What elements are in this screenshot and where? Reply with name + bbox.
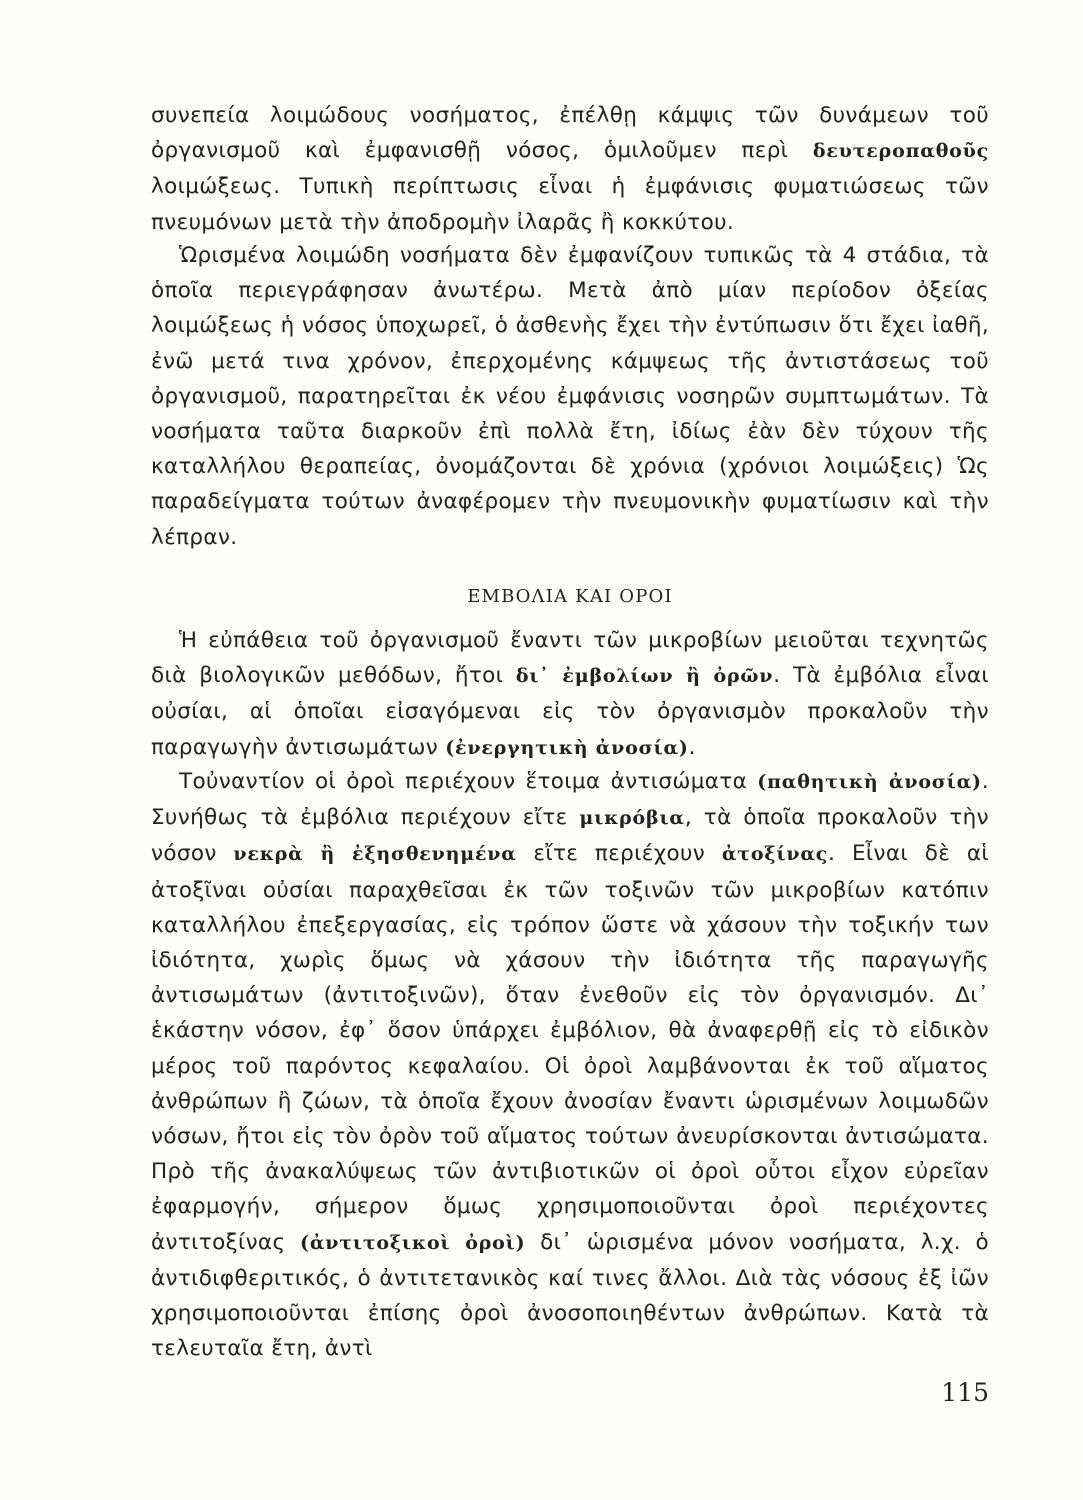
paragraph-2: [151, 238, 989, 555]
paragraph-4-text-1: Τοὐναντίον οἱ ὀροὶ περιέχουν ἕτοιμα ἀντισώματα: [179, 769, 748, 794]
section-heading: ΕΜΒΟΛΙΑ ΚΑΙ ΟΡΟΙ: [467, 586, 673, 607]
paragraph-1-end-text: λοιμώξεως. Τυπικὴ περίπτωσις εἶναι ἡ ἐμφάνισις φυματιώσεως τῶν πνευμόνων μετὰ τὴν ἀποδρομὴν ἰλαρᾶς ἢ κοκκύτου.: [151, 174, 989, 235]
paragraph-3: [151, 623, 989, 766]
paragraph-4-bold-1: (παθητικὴ ἀνοσία): [757, 771, 982, 793]
paragraph-3-bold-1: δι᾽ ἐμβολίων ἢ ὀρῶν: [515, 665, 774, 688]
paragraph-4-text-6: δι᾽ ὡρισμένα μόνον νοσήματα, λ.χ. ὁ ἀντιδιφθεριτικός, ὁ ἀντιτετανικὸς καί τινες ἄλλοι. Διὰ τὰς νόσους ἐξ ἰῶν χρησιμοποιοῦνται ἐπίσης ὀροὶ ἀνοσοποιηθέντων ἀνθρώπων. Κατὰ τὰ τελευταῖα ἔτη, ἀντὶ: [151, 1229, 990, 1362]
paragraph-3-text-2: . Τὰ ἐμβόλια εἶναι οὐσίαι, αἱ ὁποῖαι εἰσαγόμεναι εἰς τὸν ὀργανισμὸν προκαλοῦν τὴν παραγωγὴν ἀντισωμάτων: [151, 663, 989, 760]
paragraph-4-text-5: . Εἶναι δὲ αἱ ἀτοξῖναι οὐσίαι παραχθεῖσαι ἐκ τῶν τοξινῶν τῶν μικροβίων κατόπιν καταλλήλου ἐπεξεργασίας, εἰς τρόπον ὥστε νὰ χάσουν τὴν τοξικήν των ἰδιότητα, χωρὶς ὅμως νὰ χάσουν τὴν ἰδιότητα τῆς παραγωγῆς ἀντισωμάτων (ἀντιτοξινῶν), ὅταν ἐνεθοῦν εἰς τὸν ὀργανισμόν. Δι᾽ ἑκάστην νόσον, ἐφ᾽ ὅσον ὑπάρχει ἐμβόλιον, θὰ ἀναφερθῇ εἰς τὸ εἰδικὸν μέρος τοῦ παρόντος κεφαλαίου. Οἱ ὀροὶ λαμβάνονται ἐκ τοῦ αἵματος ἀνθρώπων ἢ ζώων, τὰ ὁποῖα ἔχουν ἀνοσίαν ἔναντι ὡρισμένων λοιμωδῶν νόσων, ἤτοι εἰς τὸν ὀρὸν τοῦ αἵματος τούτων ἀνευρίσκονται ἀντισώματα. Πρὸ τῆς ἀνακαλύψεως τῶν ἀντιβιοτικῶν οἱ ὀροὶ οὗτοι εἶχον εὐρεῖαν ἐφαρμογήν, σήμερον ὅμως χρησιμοποιοῦνται ὀροὶ περιέχοντες ἀντιτοξίνας: [151, 841, 989, 1255]
paragraph-2-text: Ὡρισμένα λοιμώδη νοσήματα δὲν ἐμφανίζουν τυπικῶς τὰ 4 στάδια, τὰ ὁποῖα περιεγράφησαν ἀνωτέρω. Μετὰ ἀπὸ μίαν περίοδον ὀξείας λοιμώξεως ἡ νόσος ὑποχωρεῖ, ὁ ἀσθενὴς ἔχει τὴν ἐντύπωσιν ὅτι ἔχει ἰαθῆ, ἐνῶ μετά τινα χρόνον, ἐπερχομένης κάμψεως τῆς ἀντιστάσεως τοῦ ὀργανισμοῦ, παρατηρεῖται ἐκ νέου ἐμφάνισις νοσηρῶν συμπτωμάτων. Τὰ νοσήματα ταῦτα διαρκοῦν ἐπὶ πολλὰ ἔτη, ἰδίως ἐὰν δὲν τύχουν τῆς καταλλήλου θεραπείας, ὀνομάζονται δὲ χρόνια (χρόνιοι λοιμώξεις) Ὡς παραδείγματα τούτων ἀναφέρομεν τὴν πνευμονικὴν φυματίωσιν καὶ τὴν λέπραν.: [151, 243, 989, 550]
page-number: 115: [941, 1378, 989, 1407]
paragraph-4-bold-3: νεκρὰ ἢ ἐξησθενημένα: [233, 843, 517, 866]
paragraph-4-text-2: . Συνήθως τὰ ἐμβόλια περιέχουν εἴτε: [151, 769, 990, 831]
paragraph-3-text-1: Ἡ εὐπάθεια τοῦ ὀργανισμοῦ ἔναντι τῶν μικροβίων μειοῦται τεχνητῶς διὰ βιολογικῶν μεθόδων, ἤτοι: [151, 628, 989, 689]
paragraph-1-bold-term: δευτεροπαθοῦς: [812, 140, 989, 163]
paragraph-3-text-3: .: [688, 734, 696, 760]
paragraph-4-bold-2: μικρόβια: [579, 807, 685, 830]
paragraph-4-bold-4: ἀτοξίνας: [721, 843, 829, 866]
paragraph-1: [151, 98, 989, 240]
paragraph-4-bold-5: (ἀντιτοξικοὶ ὀροὶ): [300, 1231, 526, 1254]
paragraph-1-text: συνεπεία λοιμώδους νοσήματος, ἐπέλθῃ κάμψις τῶν δυνάμεων τοῦ ὀργανισμοῦ καὶ ἐμφανισθῇ νόσος, ὁμιλοῦμεν περὶ: [151, 103, 989, 164]
paragraph-4-text-3: , τὰ ὁποῖα προκαλοῦν τὴν νόσον: [151, 805, 989, 867]
paragraph-3-bold-2: (ἐνεργητικὴ ἀνοσία): [445, 736, 689, 759]
paragraph-4-text-4: εἴτε περιέχουν: [533, 841, 706, 867]
paragraph-4: [151, 764, 989, 1366]
